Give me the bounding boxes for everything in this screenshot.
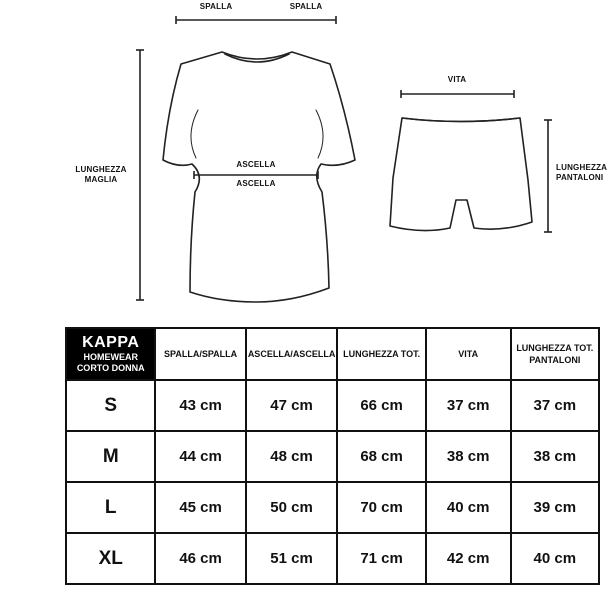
measure-cell: 38 cm bbox=[426, 431, 511, 482]
measure-cell: 38 cm bbox=[511, 431, 599, 482]
measure-cell: 71 cm bbox=[337, 533, 425, 584]
shorts-outline bbox=[390, 118, 532, 231]
brand-header-cell bbox=[66, 328, 155, 380]
size-cell: S bbox=[66, 380, 155, 431]
column-header-armpit: ASCELLA/ASCELLA bbox=[246, 328, 338, 380]
table-row bbox=[66, 431, 599, 482]
brand-subtitle-line1: HOMEWEAR bbox=[83, 352, 138, 362]
size-chart-table bbox=[65, 327, 600, 585]
size-cell: XL bbox=[66, 533, 155, 584]
armpit-label-bottom: ASCELLA bbox=[236, 179, 276, 188]
armpit-label-top: ASCELLA bbox=[236, 160, 276, 169]
table-row bbox=[66, 380, 599, 431]
measure-cell: 42 cm bbox=[426, 533, 511, 584]
measure-cell: 37 cm bbox=[426, 380, 511, 431]
shoulder-label-right: SPALLA bbox=[289, 2, 323, 11]
measure-cell: 66 cm bbox=[337, 380, 425, 431]
measure-cell: 70 cm bbox=[337, 482, 425, 533]
column-header-pants-length: LUNGHEZZA TOT. PANTALONI bbox=[511, 328, 599, 380]
size-cell: M bbox=[66, 431, 155, 482]
tshirt-outline bbox=[163, 52, 355, 302]
table-header-row bbox=[66, 328, 599, 380]
table-row bbox=[66, 482, 599, 533]
measure-cell: 40 cm bbox=[511, 533, 599, 584]
measure-cell: 48 cm bbox=[246, 431, 338, 482]
measure-cell: 50 cm bbox=[246, 482, 338, 533]
size-cell: L bbox=[66, 482, 155, 533]
measure-cell: 51 cm bbox=[246, 533, 338, 584]
column-header-shoulder: SPALLA/SPALLA bbox=[155, 328, 245, 380]
measure-cell: 37 cm bbox=[511, 380, 599, 431]
shoulder-label-left: SPALLA bbox=[199, 2, 233, 11]
brand-title: KAPPA bbox=[82, 334, 140, 351]
measure-cell: 45 cm bbox=[155, 482, 245, 533]
measure-cell: 46 cm bbox=[155, 533, 245, 584]
measure-cell: 43 cm bbox=[155, 380, 245, 431]
column-header-waist: VITA bbox=[426, 328, 511, 380]
table-row bbox=[66, 533, 599, 584]
measure-cell: 39 cm bbox=[511, 482, 599, 533]
measure-cell: 44 cm bbox=[155, 431, 245, 482]
measure-cell: 68 cm bbox=[337, 431, 425, 482]
brand-subtitle-line2: CORTO DONNA bbox=[76, 363, 145, 373]
shirt-length-label: LUNGHEZZA MAGLIA bbox=[75, 165, 127, 184]
measure-cell: 47 cm bbox=[246, 380, 338, 431]
column-header-total-length: LUNGHEZZA TOT. bbox=[337, 328, 425, 380]
waist-label: VITA bbox=[447, 75, 467, 84]
measure-cell: 40 cm bbox=[426, 482, 511, 533]
pants-length-label: LUNGHEZZA PANTALONI bbox=[556, 163, 607, 182]
